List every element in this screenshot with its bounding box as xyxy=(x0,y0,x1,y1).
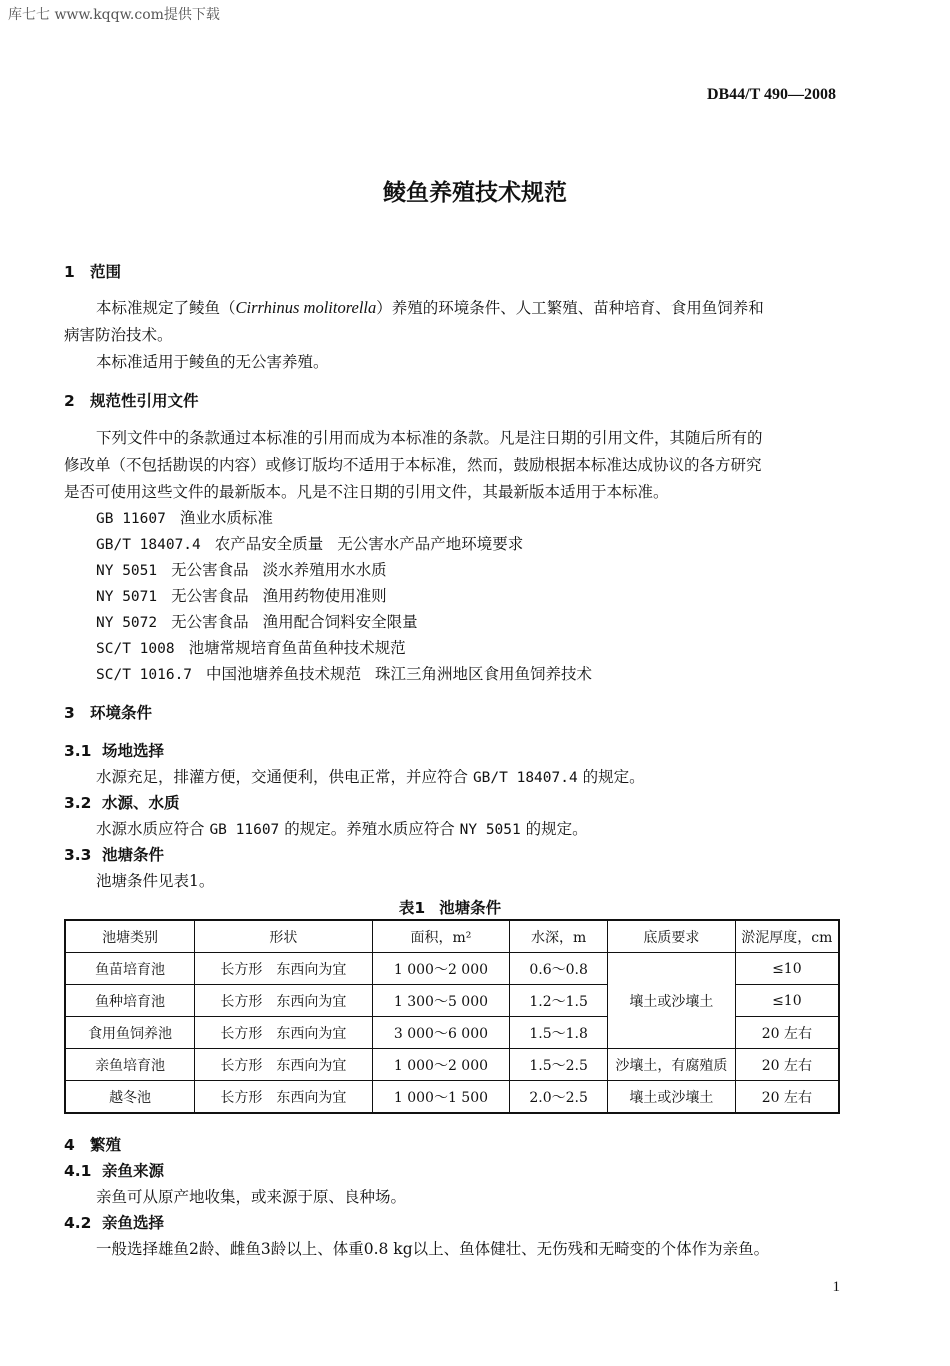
paragraph xyxy=(96,767,645,788)
ref-title: 渔业水质标准 xyxy=(179,509,273,527)
depth-cell: 2.0～2.5 xyxy=(510,1081,608,1114)
section-title: 繁殖 xyxy=(90,1136,122,1154)
paragraph-cont: 病害防治技术。 xyxy=(64,326,173,344)
subsection-heading xyxy=(64,1161,164,1181)
table-row xyxy=(65,1081,839,1114)
reference-item xyxy=(96,612,418,633)
subsection-number: 4.1 xyxy=(64,1162,92,1180)
paragraph: 下列文件中的条款通过本标准的引用而成为本标准的条款。凡是注日期的引用文件，其随后所有的 xyxy=(96,429,763,447)
table-title: 池塘条件 xyxy=(439,899,502,917)
ref-title: 池塘常规培育鱼苗鱼种技术规范 xyxy=(188,639,406,657)
section-title: 范围 xyxy=(90,263,122,281)
silt-cell: 20 左右 xyxy=(735,1049,839,1081)
subsection-heading xyxy=(64,793,180,813)
section-number: 3 xyxy=(64,704,75,722)
subsection-title: 亲鱼选择 xyxy=(102,1214,165,1232)
ref-title: 中国池塘养鱼技术规范 xyxy=(206,665,362,683)
column-header: 形状 xyxy=(195,920,373,953)
watermark: 库七七 www.kqqw.com提供下载 xyxy=(8,7,220,23)
depth-cell: 1.5～1.8 xyxy=(510,1017,608,1049)
subsection-heading xyxy=(64,741,164,761)
area-cell: 1 000～2 000 xyxy=(372,1049,510,1081)
ref-code: GB/T 18407.4 xyxy=(96,537,201,553)
area-cell: 1 000～1 500 xyxy=(372,1081,510,1114)
column-header: 底质要求 xyxy=(608,920,736,953)
subsection-number: 3.2 xyxy=(64,794,92,812)
pond-type-cell: 亲鱼培育池 xyxy=(65,1049,195,1081)
subsection-title: 场地选择 xyxy=(102,742,165,760)
standard-ref: GB 11607 xyxy=(209,822,280,838)
text: 的规定。 xyxy=(577,768,645,786)
text: 的规定。养殖水质应符合 xyxy=(279,820,460,838)
text: 本标准规定了鲮鱼（ xyxy=(96,299,236,317)
shape-cell: 长方形 东西向为宜 xyxy=(195,1017,373,1049)
pond-type-cell: 鱼种培育池 xyxy=(65,985,195,1017)
ref-code: NY 5072 xyxy=(96,615,158,631)
text: 的规定。 xyxy=(520,820,588,838)
paragraph xyxy=(96,298,764,318)
ref-title: 农产品安全质量 xyxy=(214,535,324,553)
area-cell: 1 300～5 000 xyxy=(372,985,510,1017)
reference-item xyxy=(96,508,287,529)
pond-type-cell: 鱼苗培育池 xyxy=(65,953,195,985)
subsection-title: 亲鱼来源 xyxy=(102,1162,165,1180)
section-number: 2 xyxy=(64,392,75,410)
depth-cell: 1.2～1.5 xyxy=(510,985,608,1017)
reference-item xyxy=(96,560,387,581)
table-caption xyxy=(0,896,900,918)
area-cell: 3 000～6 000 xyxy=(372,1017,510,1049)
shape-cell: 长方形 东西向为宜 xyxy=(195,985,373,1017)
silt-cell: 20 左右 xyxy=(735,1017,839,1049)
section-1-heading xyxy=(64,262,121,282)
table-number: 表1 xyxy=(398,899,426,917)
subsection-number: 3.3 xyxy=(64,846,92,864)
ref-code: SC/T 1008 xyxy=(96,641,175,657)
text: 水源水质应符合 xyxy=(96,820,210,838)
paragraph-cont: 修改单（不包括勘误的内容）或修订版均不适用于本标准，然而，鼓励根据本标准达成协议的各方研究 xyxy=(64,456,762,474)
ref-subtitle: 淡水养殖用水水质 xyxy=(262,561,387,579)
reference-item xyxy=(96,586,387,607)
ref-subtitle: 渔用配合饲料安全限量 xyxy=(262,613,418,631)
depth-cell: 1.5～2.5 xyxy=(510,1049,608,1081)
pond-conditions-table xyxy=(64,919,840,1114)
pond-type-cell: 越冬池 xyxy=(65,1081,195,1114)
ref-subtitle: 珠江三角洲地区食用鱼饲养技术 xyxy=(375,665,593,683)
subsection-heading xyxy=(64,845,164,865)
reference-item xyxy=(96,638,420,659)
section-title: 环境条件 xyxy=(90,704,153,722)
column-header: 水深，m xyxy=(510,920,608,953)
paragraph: 本标准适用于鲮鱼的无公害养殖。 xyxy=(96,353,329,371)
table-header-row xyxy=(65,920,839,953)
bottom-cell: 沙壤土，有腐殖质 xyxy=(608,1049,736,1081)
document-title: 鲮鱼养殖技术规范 xyxy=(383,180,567,206)
ref-title: 无公害食品 xyxy=(171,561,249,579)
section-number: 4 xyxy=(64,1136,75,1154)
section-4-heading xyxy=(64,1135,121,1155)
pond-type-cell: 食用鱼饲养池 xyxy=(65,1017,195,1049)
paragraph: 一般选择雄鱼2龄、雌鱼3龄以上、体重0.8 kg以上、鱼体健壮、无伤残和无畸变的个体作为亲鱼。 xyxy=(96,1240,770,1258)
section-title: 规范性引用文件 xyxy=(90,392,199,410)
shape-cell: 长方形 东西向为宜 xyxy=(195,1049,373,1081)
subsection-heading xyxy=(64,1213,164,1233)
paragraph xyxy=(96,819,588,840)
column-header: 淤泥厚度，cm xyxy=(735,920,839,953)
column-header: 池塘类别 xyxy=(65,920,195,953)
area-cell: 1 000～2 000 xyxy=(372,953,510,985)
standard-ref: GB/T 18407.4 xyxy=(472,770,578,786)
latin-name: Cirrhinus molitorella xyxy=(235,298,377,317)
depth-cell: 0.6～0.8 xyxy=(510,953,608,985)
reference-item xyxy=(96,664,592,685)
ref-code: NY 5071 xyxy=(96,589,158,605)
silt-cell: ≤10 xyxy=(735,985,839,1017)
page-number: 1 xyxy=(832,1279,840,1295)
subsection-title: 池塘条件 xyxy=(102,846,165,864)
subsection-number: 4.2 xyxy=(64,1214,92,1232)
standard-code: DB44/T 490—2008 xyxy=(706,86,836,103)
shape-cell: 长方形 东西向为宜 xyxy=(195,1081,373,1114)
section-number: 1 xyxy=(64,263,75,281)
reference-item xyxy=(96,534,523,555)
column-header: 面积，m² xyxy=(372,920,510,953)
ref-subtitle: 无公害水产品产地环境要求 xyxy=(337,535,524,553)
bottom-cell: 壤土或沙壤土 xyxy=(608,1081,736,1114)
ref-title: 无公害食品 xyxy=(171,613,249,631)
section-2-heading xyxy=(64,391,199,411)
ref-code: NY 5051 xyxy=(96,563,158,579)
paragraph: 池塘条件见表1。 xyxy=(96,872,215,890)
table-row xyxy=(65,1049,839,1081)
paragraph: 亲鱼可从原产地收集，或来源于原、良种场。 xyxy=(96,1188,407,1206)
shape-cell: 长方形 东西向为宜 xyxy=(195,953,373,985)
table-row xyxy=(65,953,839,985)
text: ）养殖的环境条件、人工繁殖、苗种培育、食用鱼饲养和 xyxy=(376,299,764,317)
ref-code: GB 11607 xyxy=(96,511,166,527)
subsection-title: 水源、水质 xyxy=(102,794,180,812)
text: 水源充足，排灌方便，交通便利，供电正常，并应符合 xyxy=(96,768,473,786)
silt-cell: ≤10 xyxy=(735,953,839,985)
bottom-cell: 壤土或沙壤土 xyxy=(608,953,736,1049)
ref-subtitle: 渔用药物使用准则 xyxy=(262,587,387,605)
ref-title: 无公害食品 xyxy=(171,587,249,605)
standard-ref: NY 5051 xyxy=(459,822,521,838)
ref-code: SC/T 1016.7 xyxy=(96,667,193,683)
subsection-number: 3.1 xyxy=(64,742,92,760)
paragraph-cont: 是否可使用这些文件的最新版本。凡是不注日期的引用文件，其最新版本适用于本标准。 xyxy=(64,483,669,501)
silt-cell: 20 左右 xyxy=(735,1081,839,1114)
section-3-heading xyxy=(64,703,152,723)
